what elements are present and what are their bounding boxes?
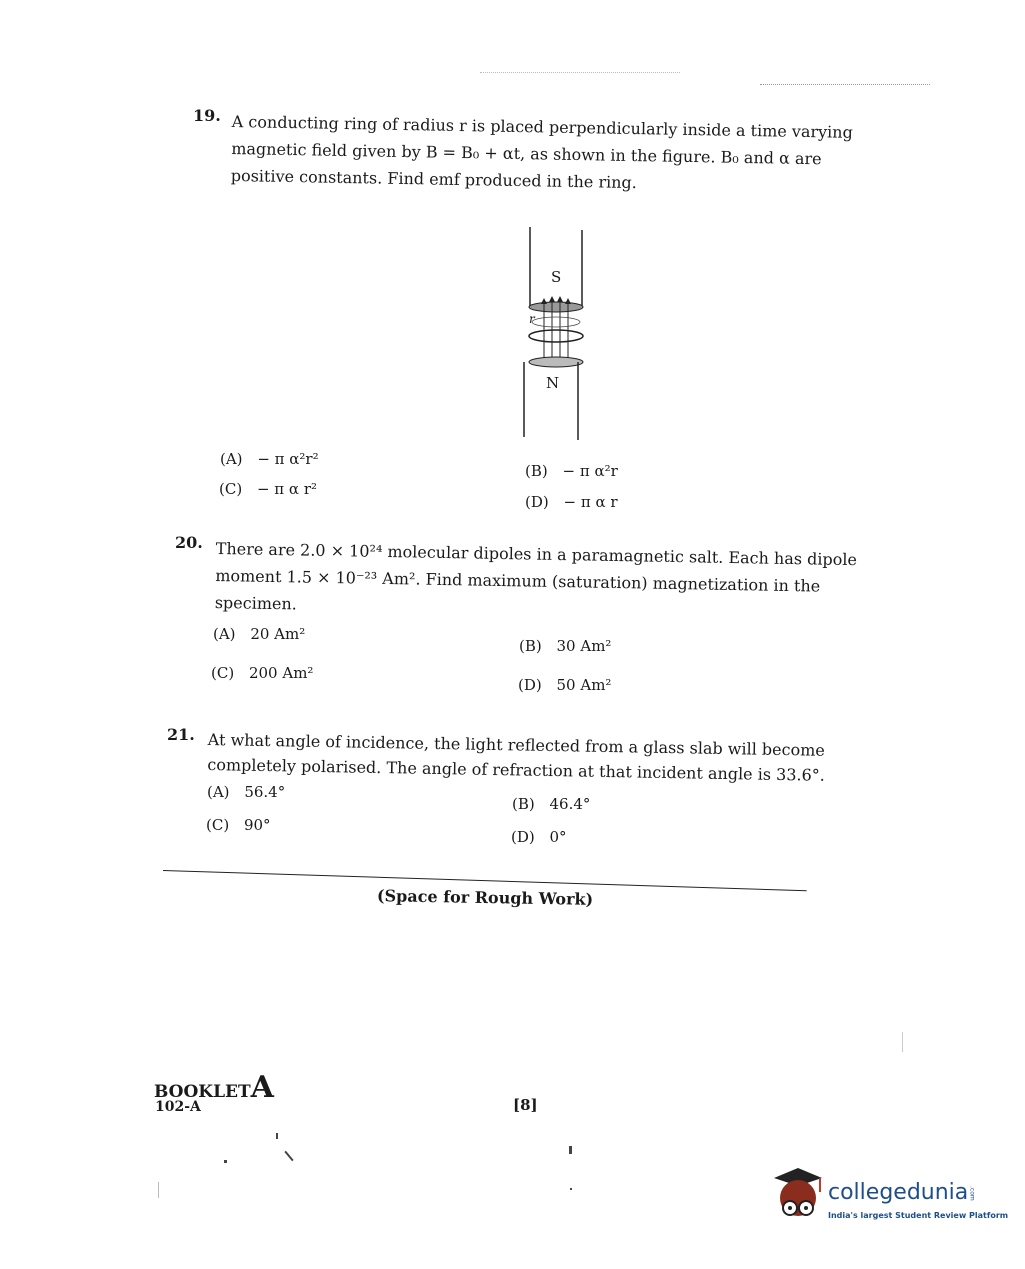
q21-option-d[interactable]	[511, 828, 567, 846]
question-20-line-2: moment 1.5 × 10⁻²³ Am². Find maximum (saturation) magnetization in the	[215, 565, 821, 596]
collegedunia-mascot-icon	[768, 1160, 828, 1224]
q19-option-d-label: (D)	[525, 493, 549, 511]
figure-n-label: N	[546, 374, 560, 392]
q21-option-a-label: (A)	[207, 783, 230, 801]
scan-speck	[276, 1133, 278, 1139]
q20-option-c-label: (C)	[211, 664, 235, 682]
question-21-text	[207, 727, 825, 788]
question-20-line-1: There are 2.0 × 10²⁴ molecular dipoles in a paramagnetic salt. Each has dipole	[215, 538, 858, 570]
q19-option-b-label: (B)	[525, 462, 548, 480]
q21-option-c[interactable]	[206, 816, 271, 834]
q21-option-c-text: 90°	[243, 816, 271, 834]
figure-s-label: S	[551, 268, 562, 286]
q21-option-b-text: 46.4°	[549, 795, 591, 813]
q19-option-c-text: − π α r²	[256, 480, 318, 498]
question-19-line-3: positive constants. Find emf produced in the ring.	[230, 165, 637, 193]
collegedunia-watermark	[768, 1160, 1009, 1224]
scan-artifact-top-right	[760, 84, 930, 86]
conducting-ring	[529, 330, 583, 342]
scan-artifact-top	[480, 72, 680, 74]
q20-option-a[interactable]	[213, 625, 305, 643]
q21-option-d-text: 0°	[549, 828, 567, 846]
q21-option-b-label: (B)	[512, 795, 535, 813]
q20-option-b[interactable]	[519, 637, 611, 655]
q19-option-d-text: − π α r	[563, 493, 618, 511]
ring-back	[532, 317, 580, 327]
q19-option-c[interactable]	[219, 480, 317, 498]
question-19-line-2: magnetic field given by B = B₀ + αt, as shown in the figure. B₀ and α are	[231, 138, 822, 169]
question-19-figure	[500, 222, 610, 444]
question-19-number: 19.	[193, 106, 221, 125]
collegedunia-tagline: India's largest Student Review Platform	[828, 1211, 1009, 1220]
booklet-word: BOOKLET	[154, 1082, 251, 1102]
q20-option-b-text: 30 Am²	[556, 637, 612, 655]
q19-option-a-label: (A)	[220, 450, 243, 468]
q20-option-d-text: 50 Am²	[556, 676, 612, 694]
booklet-code: 102-A	[155, 1099, 201, 1115]
question-19-text	[231, 108, 853, 200]
q19-option-c-label: (C)	[219, 480, 243, 498]
question-20-text	[215, 535, 858, 627]
q20-option-a-label: (A)	[213, 625, 236, 643]
collegedunia-name-text: collegedunia	[828, 1180, 969, 1205]
q20-option-c-text: 200 Am²	[248, 664, 314, 682]
question-21-line-1: At what angle of incidence, the light reflected from a glass slab will become	[207, 729, 826, 760]
q20-option-a-text: 20 Am²	[250, 625, 306, 643]
q21-option-d-label: (D)	[511, 828, 535, 846]
q19-option-a-text: − π α²r²	[257, 450, 319, 468]
figure-radius-label: r	[529, 312, 535, 326]
collegedunia-suffix: .com	[968, 1185, 976, 1201]
q19-option-b-text: − π α²r	[562, 462, 618, 480]
q21-option-c-label: (C)	[206, 816, 230, 834]
q20-option-d[interactable]	[518, 676, 611, 694]
scan-edge-mark	[902, 1032, 903, 1052]
scan-speck	[284, 1151, 293, 1161]
question-21-line-2: completely polarised. The angle of refraction at that incident angle is 33.6°.	[207, 754, 825, 785]
q19-option-d[interactable]	[525, 493, 618, 511]
q19-option-a[interactable]	[220, 450, 319, 468]
q19-option-b[interactable]	[525, 462, 618, 480]
question-19-line-1: A conducting ring of radius r is placed perpendicularly inside a time varying	[231, 111, 853, 142]
q20-option-d-label: (D)	[518, 676, 542, 694]
q20-option-c[interactable]	[211, 664, 313, 682]
question-20-number: 20.	[175, 533, 203, 552]
question-21-number: 21.	[167, 725, 195, 744]
booklet-letter: A	[250, 1070, 274, 1105]
rough-work-label: (Space for Rough Work)	[376, 886, 594, 909]
q21-option-a-text: 56.4°	[244, 783, 286, 801]
q21-option-b[interactable]	[512, 795, 590, 813]
scan-speck	[569, 1146, 572, 1154]
magnet-s-face	[529, 302, 583, 312]
scan-speck	[570, 1188, 572, 1190]
q21-option-a[interactable]	[207, 783, 285, 801]
page-number: [8]	[513, 1096, 538, 1114]
magnet-n-face	[529, 357, 583, 367]
q20-option-b-label: (B)	[519, 637, 542, 655]
question-20-line-3: specimen.	[214, 592, 298, 614]
scan-speck	[224, 1160, 227, 1163]
collegedunia-name	[828, 1180, 975, 1205]
scan-edge-mark	[158, 1182, 159, 1198]
